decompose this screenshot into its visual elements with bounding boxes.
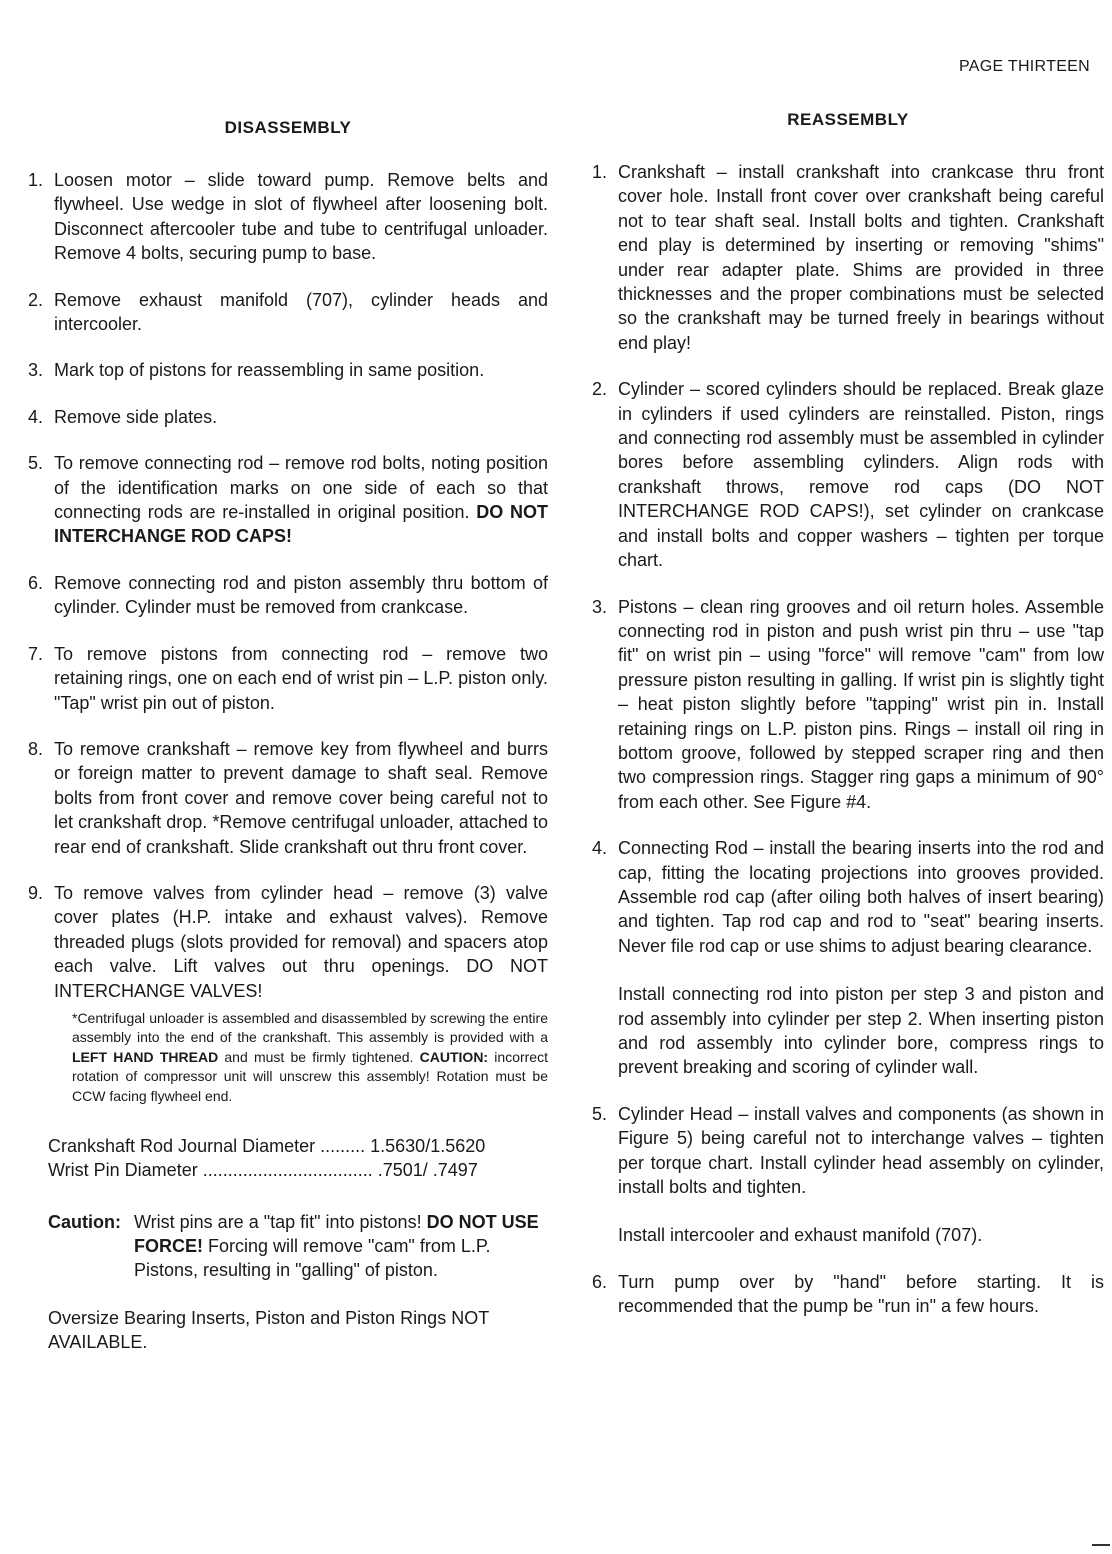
oversize-note: Oversize Bearing Inserts, Piston and Piston Rings NOT AVAILABLE. <box>48 1308 489 1353</box>
caution-label: Caution: <box>48 1212 121 1233</box>
step-continuation: Install intercooler and exhaust manifold (707). <box>618 1225 983 1246</box>
reassembly-heading: REASSEMBLY <box>787 110 909 129</box>
scan-edge-mark <box>1092 1544 1110 1546</box>
caution-note: Caution: Wrist pins are a "tap fit" into pistons! DO NOT USE FORCE! Forcing will remove "cam" from L.P. Pistons, resulting in "galling" of piston. <box>48 1212 539 1281</box>
disassembly-section <box>28 118 548 1354</box>
disassembly-step: 8. To remove crankshaft – remove key from flywheel and burrs or foreign matter to prevent damage to shaft seal. Remove bolts from front cover and remove cover being careful not to let crankshaft drop. *Remove centrifugal unloader, attached to rear end of crankshaft. Slide crankshaft out thru front cover. <box>28 738 548 857</box>
page-number: PAGE THIRTEEN <box>958 58 1090 75</box>
disassembly-heading: DISASSEMBLY <box>224 118 352 137</box>
disassembly-step: 7. To remove pistons from connecting rod – remove two retaining rings, one on each end of wrist pin – L.P. piston only. "Tap" wrist pin out of piston. <box>28 643 548 713</box>
disassembly-step: 3. Mark top of pistons for reassembling in same position. <box>28 360 485 381</box>
reassembly-step: 3. Pistons – clean ring grooves and oil return holes. Assemble connecting rod in piston and push wrist pin thru – use "tap fit" on wrist pin – using "force" will remove "cam" from low pressure piston resulting in galling. If wrist pin is slightly tight – heat piston slightly before "tapping" wrist pin in. Install retaining rings on L.P. piston pins. Rings – install oil ring in bottom groove, followed by stepped scraper ring and then two compression rings. Stagger ring gaps a minimum of 90° from each other. See Figure #4. <box>592 596 1104 812</box>
warning-text: DO NOT INTERCHANGE ROD CAPS! <box>54 502 548 547</box>
unloader-footnote: *Centrifugal unloader is assembled and disassembled by screwing the entire assembly into the end of the crankshaft. This assembly is provided with a LEFT HAND THREAD and must be firmly tightened. CAUTION: incorrect rotation of compressor unit will unscrew this assembly! Rotation must be CCW facing flywheel end. <box>72 1009 548 1104</box>
reassembly-step: 1. Crankshaft – install crankshaft into crankcase thru front cover hole. Install front cover over crankshaft being careful not to tear shaft seal. Install bolts and tighten. Crankshaft end play is determined by inserting or removing "shims" under rear adapter plate. Shims are provided in three thicknesses and the proper combinations must be selected so the crankshaft may be turned freely in bearings without end play! <box>592 162 1104 353</box>
reassembly-step: 2. Cylinder – scored cylinders should be replaced. Break glaze in cylinders if used cylinders are reinstalled. Piston, rings and connecting rod assembly must be assembled in cylinder bores before assembling cylinders. Align rods with crankshaft throws, remove rod caps (DO NOT INTERCHANGE ROD CAPS!), set cylinder on crankcase and install bolts and copper washers – tighten per torque chart. <box>592 379 1104 571</box>
disassembly-step: 2. Remove exhaust manifold (707), cylinder heads and intercooler. <box>28 289 548 335</box>
spec-row: Wrist Pin Diameter .................................. .7501/ .7497 <box>48 1160 478 1181</box>
step-continuation: Install connecting rod into piston per step 3 and piston and rod assembly into cylinder per step 2. When inserting piston and rod assembly into cylinder bore, compress rings to prevent breaking and scoring of cylinder wall. <box>618 984 1104 1078</box>
reassembly-step: 5. Cylinder Head – install valves and components (as shown in Figure 5) being careful not to interchange valves – tighten per torque chart. Install cylinder head assembly on cylinder, install bolts and tighten. Install intercooler and exhaust manifold (707). <box>592 1102 1104 1248</box>
disassembly-step: 4. Remove side plates. <box>28 406 218 427</box>
spec-row: Crankshaft Rod Journal Diameter ......... 1.5630/1.5620 <box>48 1136 486 1157</box>
disassembly-step: 6. Remove connecting rod and piston assembly thru bottom of cylinder. Cylinder must be removed from crankcase. <box>28 572 548 618</box>
dimension-specs <box>48 1134 548 1182</box>
disassembly-step: 5. To remove connecting rod – remove rod bolts, noting position of the identification marks on one side of each so that connecting rods are re-installed in original position. DO NOT INTERCHANGE ROD CAPS! <box>28 453 548 547</box>
disassembly-step: 1. Loosen motor – slide toward pump. Remove belts and flywheel. Use wedge in slot of flywheel after loosening bolt. Disconnect aftercooler tube and tube to centrifugal unloader. Remove 4 bolts, securing pump to base. <box>28 170 548 264</box>
reassembly-section <box>592 110 1104 1341</box>
reassembly-step: 4. Connecting Rod – install the bearing inserts into the rod and cap, fitting the locating projections into grooves provided. Assemble rod cap (after oiling both halves of insert bearing) and tighten. Tap rod cap and rod to "seat" bearing inserts. Never file rod cap or use shims to adjust bearing clearance. Install connecting rod into piston per step 3 and piston and rod assembly into cylinder per step 2. When inserting piston and rod assembly into cylinder bore, compress rings to prevent breaking and scoring of cylinder wall. <box>592 836 1104 1080</box>
reassembly-step: 6. Turn pump over by "hand" before starting. It is recommended that the pump be "run in" a few hours. <box>592 1271 1104 1317</box>
disassembly-step: 9. To remove valves from cylinder head – remove (3) valve cover plates (H.P. intake and exhaust valves). Remove threaded plugs (slots provided for removal) and spacers atop each valve. Lift valves out thru openings. DO NOT INTERCHANGE VALVES! <box>28 882 548 1001</box>
